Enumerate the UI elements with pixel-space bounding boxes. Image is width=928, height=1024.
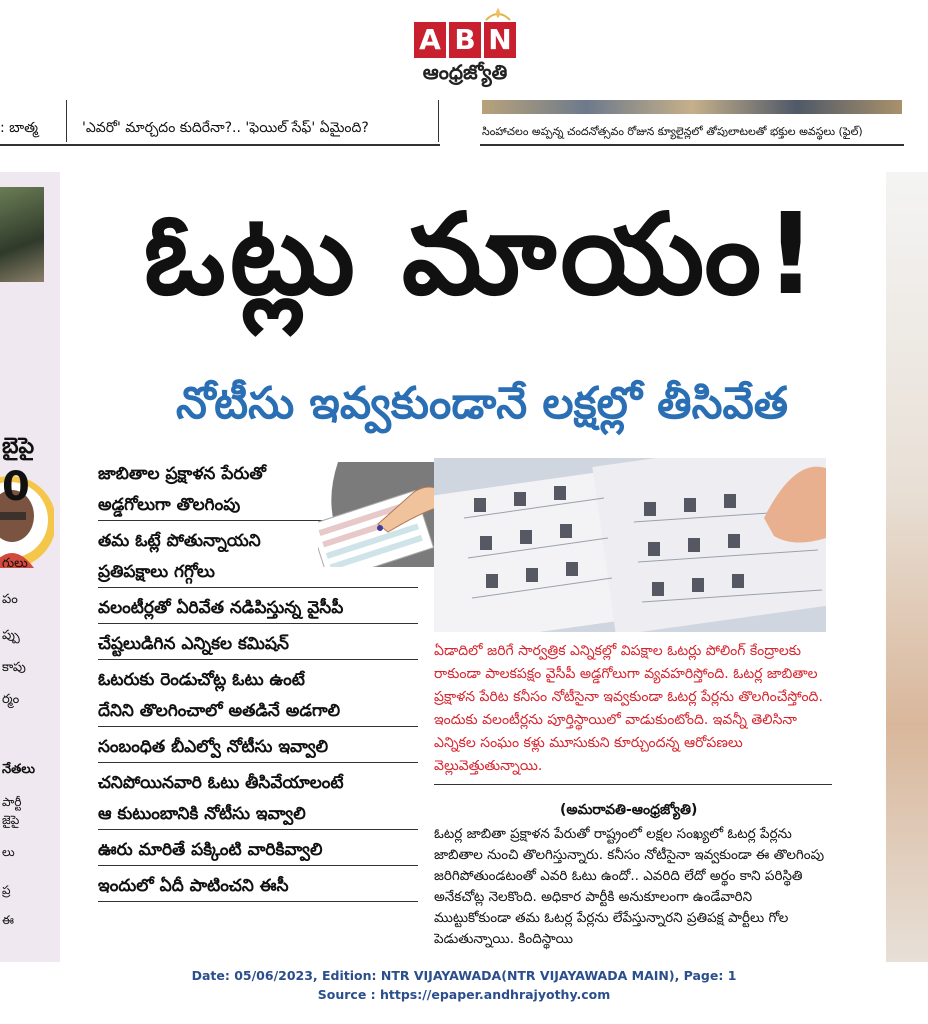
strip-divider — [66, 100, 67, 142]
key-point: అడ్డగోలుగా తొలగింపు — [98, 489, 418, 521]
key-point: చేష్టలుడిగిన ఎన్నికల కమిషన్ — [98, 628, 418, 660]
left-fragment: బైపై — [2, 434, 35, 459]
key-point: చనిపోయినవారి ఓటు తీసివేయాలంటే — [98, 773, 344, 793]
left-fragment: పార్టీ — [2, 795, 22, 809]
top-news-strip — [0, 100, 928, 150]
key-point: సంబంధిత బీఎల్వో నోటీసు ఇవ్వాలి — [98, 731, 418, 763]
strip-photo-caption: సింహాచలం అప్పన్న చందనోత్సవం రోజున క్యూలైన్లలో తోపులాటలతో భక్తుల అవస్థలు (ఫైల్) — [482, 125, 863, 138]
left-fragment: 0 — [2, 464, 30, 510]
key-point: దేనిని తొలగించాలో అతడినే అడగాలి — [98, 695, 418, 727]
left-column-photo — [0, 187, 44, 282]
key-point: ఇందులో ఏదీ పాటించని ఈసీ — [98, 870, 418, 902]
key-point: ఊరు మారితే పక్కింటి వారికివ్వాలి — [98, 834, 418, 866]
left-fragment: నేతలు — [2, 762, 35, 777]
left-fragment: ప్పు — [2, 628, 20, 643]
abn-logo[interactable] — [414, 22, 516, 58]
strip-left-fragment: : బాత్మ — [0, 120, 38, 136]
dateline: (అమరావతి-ఆంధ్రజ్యోతి) — [560, 802, 698, 818]
article-body: ఓటర్ల జాబితా ప్రక్షాళన పేరుతో రాష్ట్రంలో లక్షల సంఖ్యలో ఓటర్ల పేర్లను జాబితాల నుంచి తొలగిస్తున్నారు. కనీసం నోటీసైనా ఇవ్వకుండా ఈ తొలగింపు జరిగిపోతుండటంతో ఎవరి ఓటు ఉందో.. ఎవరిది లేదో అర్థం కాని పరిస్థితి అనేకచోట్ల నెలకొంది. అధికార పార్టీకి అనుకూలంగా ఉండేవారిని ముట్టుకోకుండా తమ ఓటర్ల పేర్లను లేపేస్తున్నారని ప్రతిపక్ష పార్టీలు గోల పెడుతున్నాయి. కిందిస్థాయి — [434, 826, 825, 947]
edition-info: Date: 05/06/2023, Edition: NTR VIJAYAWADA(NTR VIJAYAWADA MAIN), Page: 1 — [191, 968, 737, 983]
strip-rule — [0, 144, 440, 146]
left-fragment: కాపు — [2, 660, 26, 675]
left-fragment: జైపై — [2, 813, 20, 827]
left-fragment: ప్ర — [2, 883, 11, 897]
logo-letter-b: B — [449, 22, 481, 58]
left-fragment: ర్మం — [2, 692, 20, 707]
key-point: ఆ కుటుంబానికి నోటీసు ఇవ్వాలి — [98, 798, 418, 830]
key-point: తమ ఓట్లే పోతున్నాయని — [98, 531, 261, 551]
left-fragment: లు — [2, 845, 15, 859]
key-point: వలంటీర్లతో ఏరివేత నడిపిస్తున్న వైసీపీ — [98, 592, 418, 624]
main-headline: ఓట్లు మాయం! — [143, 190, 821, 320]
strip-rule — [480, 144, 904, 146]
left-fragment: ఈ — [2, 913, 14, 927]
key-point: ఓటరుకు రెండుచోట్ల ఓటు ఉంటే — [98, 670, 305, 690]
logo-letter-a: A — [414, 22, 446, 58]
right-edge-photo — [886, 172, 928, 962]
source-link[interactable]: Source : https://epaper.andhrajyothy.com — [317, 987, 611, 1002]
sub-headline: నోటీసు ఇవ్వకుండానే లక్షల్లో తీసివేత — [176, 378, 788, 429]
logo-letter-n: N — [484, 22, 516, 58]
article-summary: ఏడాదిలో జరిగే సార్వత్రిక ఎన్నికల్లో విపక్షాల ఓటర్లు పోలింగ్ కేంద్రాలకు రాకుండా పాలకపక్షం వైసీపీ అడ్డగోలుగా వ్యవహరిస్తోంది. ఓటర్ల జాబితాల ప్రక్షాళన పేరిట కనీసం నోటీసైనా ఇవ్వకుండా ఓటర్ల పేర్లను తొలగించేస్తోంది. ఇందుకు వలంటీర్లను పూర్తిస్థాయిలో వాడుకుంటోంది. ఇవన్నీ తెలిసినా ఎన్నికల సంఘం కళ్లు మూసుకుని కూర్చుందన్న ఆరోపణలు వెల్లువెత్తుతున్నాయి. — [434, 640, 832, 785]
strip-divider — [438, 100, 439, 142]
voter-list-photo — [434, 458, 826, 632]
strip-photo — [482, 100, 902, 114]
lamp-flame-icon — [484, 6, 512, 22]
key-point: ప్రతిపక్షాలు గగ్గోలు — [98, 556, 418, 588]
left-fragment: గులు — [2, 556, 28, 571]
left-fragment: పం — [2, 592, 18, 607]
ballot-finger-graphic — [318, 462, 448, 567]
strip-headline[interactable]: 'ఎవరో' మార్చదం కుదిరేనా?.. 'ఫెయిల్ సేఫ్' ఏమైంది? — [82, 120, 369, 136]
key-point: జాబితాల ప్రక్షాళన పేరుతో — [98, 464, 266, 484]
logo-subtitle: ఆంధ్రజ్యోతి — [422, 60, 508, 84]
page-footer — [0, 966, 928, 1004]
left-column — [0, 172, 60, 962]
